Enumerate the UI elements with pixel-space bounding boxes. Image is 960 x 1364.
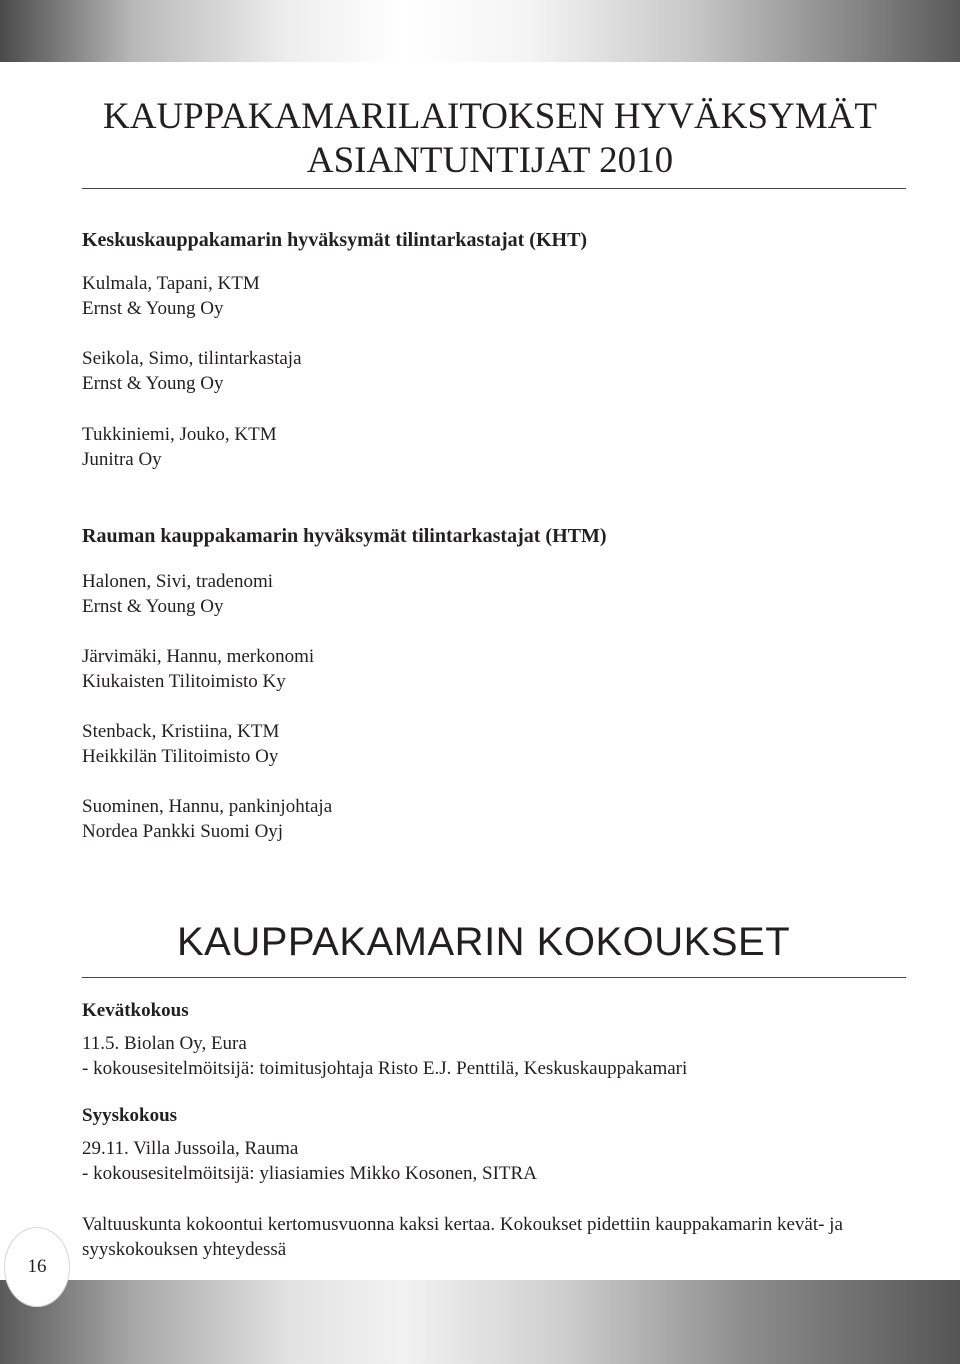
kht-entry-1-company: Ernst & Young Oy (82, 298, 224, 319)
title-divider (82, 188, 906, 189)
htm-entry-4-company: Nordea Pankki Suomi Oyj (82, 821, 284, 842)
page-title-line-2: ASIANTUNTIJAT 2010 (306, 140, 674, 181)
kht-entry-2-name: Seikola, Simo, tilintarkastaja (82, 348, 302, 369)
htm-entry-2-company: Kiukaisten Tilitoimisto Ky (82, 671, 286, 692)
htm-entry-1-company: Ernst & Young Oy (82, 596, 224, 617)
page-title-line-1: KAUPPAKAMARILAITOKSEN HYVÄKSYMÄT (103, 96, 877, 137)
kht-entry-3-company: Junitra Oy (82, 449, 162, 470)
page-title (0, 95, 960, 183)
spring-meeting-heading: Kevätkokous (82, 1000, 189, 1021)
spring-meeting-speaker: - kokousesitelmöitsijä: toimitusjohtaja Risto E.J. Penttilä, Keskuskauppakamari (82, 1058, 688, 1079)
htm-entry-3-company: Heikkilän Tilitoimisto Oy (82, 746, 279, 767)
kht-entry-2-company: Ernst & Young Oy (82, 373, 224, 394)
autumn-meeting-heading: Syyskokous (82, 1105, 178, 1126)
page-number: 16 (27, 1256, 47, 1277)
footer-gradient-band (0, 1280, 960, 1364)
autumn-meeting-speaker: - kokousesitelmöitsijä: yliasiamies Mikko Kosonen, SITRA (82, 1163, 537, 1184)
htm-entry-3-name: Stenback, Kristiina, KTM (82, 721, 280, 742)
kht-entry-3-name: Tukkiniemi, Jouko, KTM (82, 424, 277, 445)
htm-section-heading: Rauman kauppakamarin hyväksymät tilintarkastajat (HTM) (82, 525, 607, 547)
meetings-divider (82, 977, 906, 978)
htm-entry-1-name: Halonen, Sivi, tradenomi (82, 571, 274, 592)
kht-entry-1-name: Kulmala, Tapani, KTM (82, 273, 260, 294)
meetings-title: KAUPPAKAMARIN KOKOUKSET (177, 920, 791, 964)
header-gradient-band (0, 0, 960, 62)
htm-entry-4-name: Suominen, Hannu, pankinjohtaja (82, 796, 333, 817)
htm-entry-2-name: Järvimäki, Hannu, merkonomi (82, 646, 315, 667)
meetings-note-paragraph: Valtuuskunta kokoontui kertomusvuonna kaksi kertaa. Kokoukset pidettiin kauppakamarin kevät- ja syyskokouksen yhteydessä (82, 1214, 843, 1260)
kht-section-heading: Keskuskauppakamarin hyväksymät tilintarkastajat (KHT) (82, 229, 588, 251)
spring-meeting-date-place: 11.5. Biolan Oy, Eura (82, 1033, 247, 1054)
autumn-meeting-date-place: 29.11. Villa Jussoila, Rauma (82, 1138, 299, 1159)
